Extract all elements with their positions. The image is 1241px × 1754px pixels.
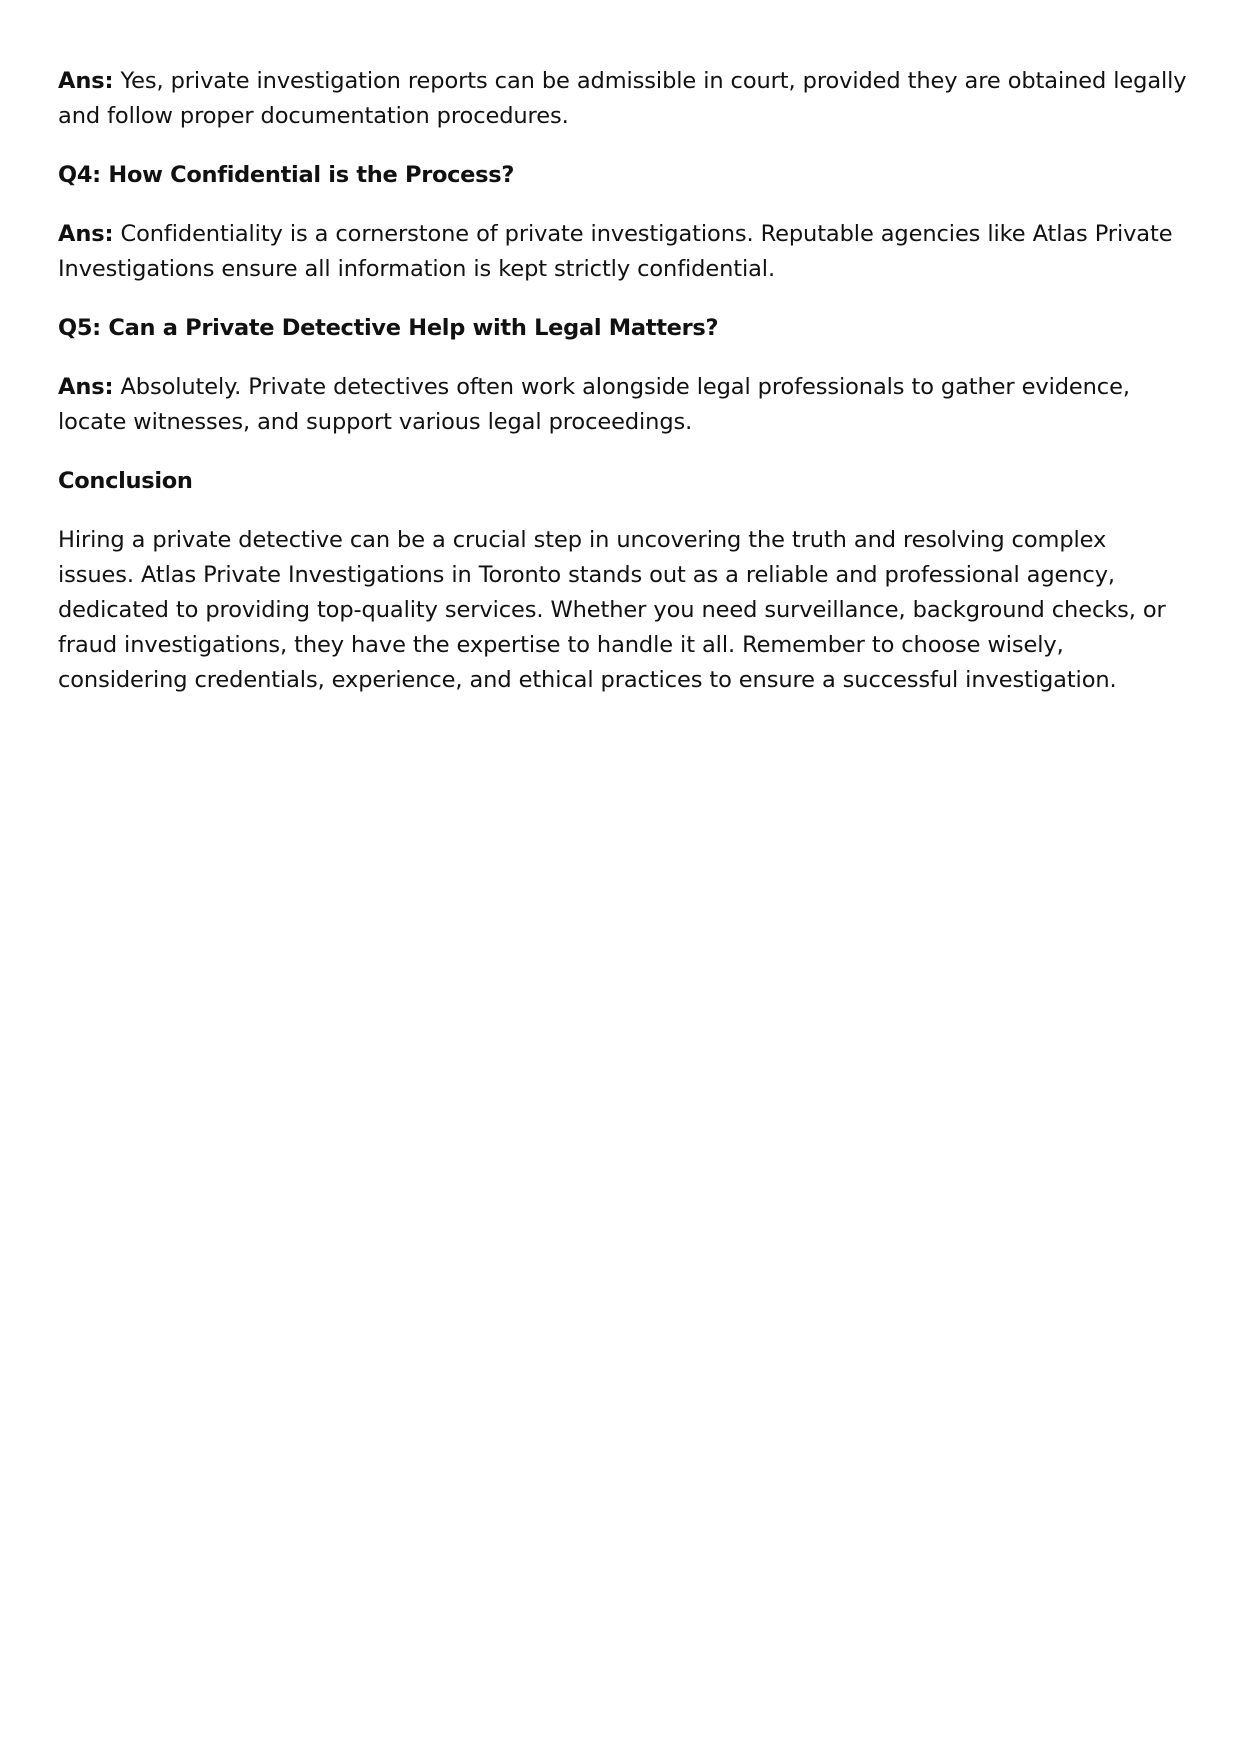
q4-answer-paragraph xyxy=(58,217,1188,287)
answer-text: Absolutely. Private detectives often work alongside legal professionals to gather evidence, locate witnesses, and support various legal proceedings. xyxy=(58,374,1130,435)
answer-label: Ans: xyxy=(58,374,114,400)
conclusion-heading: Conclusion xyxy=(58,468,193,494)
answer-label: Ans: xyxy=(58,221,114,247)
document-body xyxy=(58,64,1188,722)
answer-text: Confidentiality is a cornerstone of private investigations. Reputable agencies like Atlas Private Investigations ensure all information is kept strictly confidential. xyxy=(58,221,1173,282)
q3-answer-paragraph xyxy=(58,64,1188,134)
q5-question-heading: Q5: Can a Private Detective Help with Legal Matters? xyxy=(58,315,719,341)
answer-text: Yes, private investigation reports can be admissible in court, provided they are obtained legally and follow proper documentation procedures. xyxy=(58,68,1187,129)
q5-answer-paragraph xyxy=(58,370,1188,440)
answer-label: Ans: xyxy=(58,68,114,94)
conclusion-paragraph: Hiring a private detective can be a crucial step in uncovering the truth and resolving complex issues. Atlas Private Investigations in Toronto stands out as a reliable and professional agency, dedicated to providing top-quality services. Whether you need surveillance, background checks, or fraud investigations, they have the expertise to handle it all. Remember to choose wisely, considering credentials, experience, and ethical practices to ensure a successful investigation. xyxy=(58,527,1166,693)
q4-question-heading: Q4: How Confidential is the Process? xyxy=(58,162,515,188)
